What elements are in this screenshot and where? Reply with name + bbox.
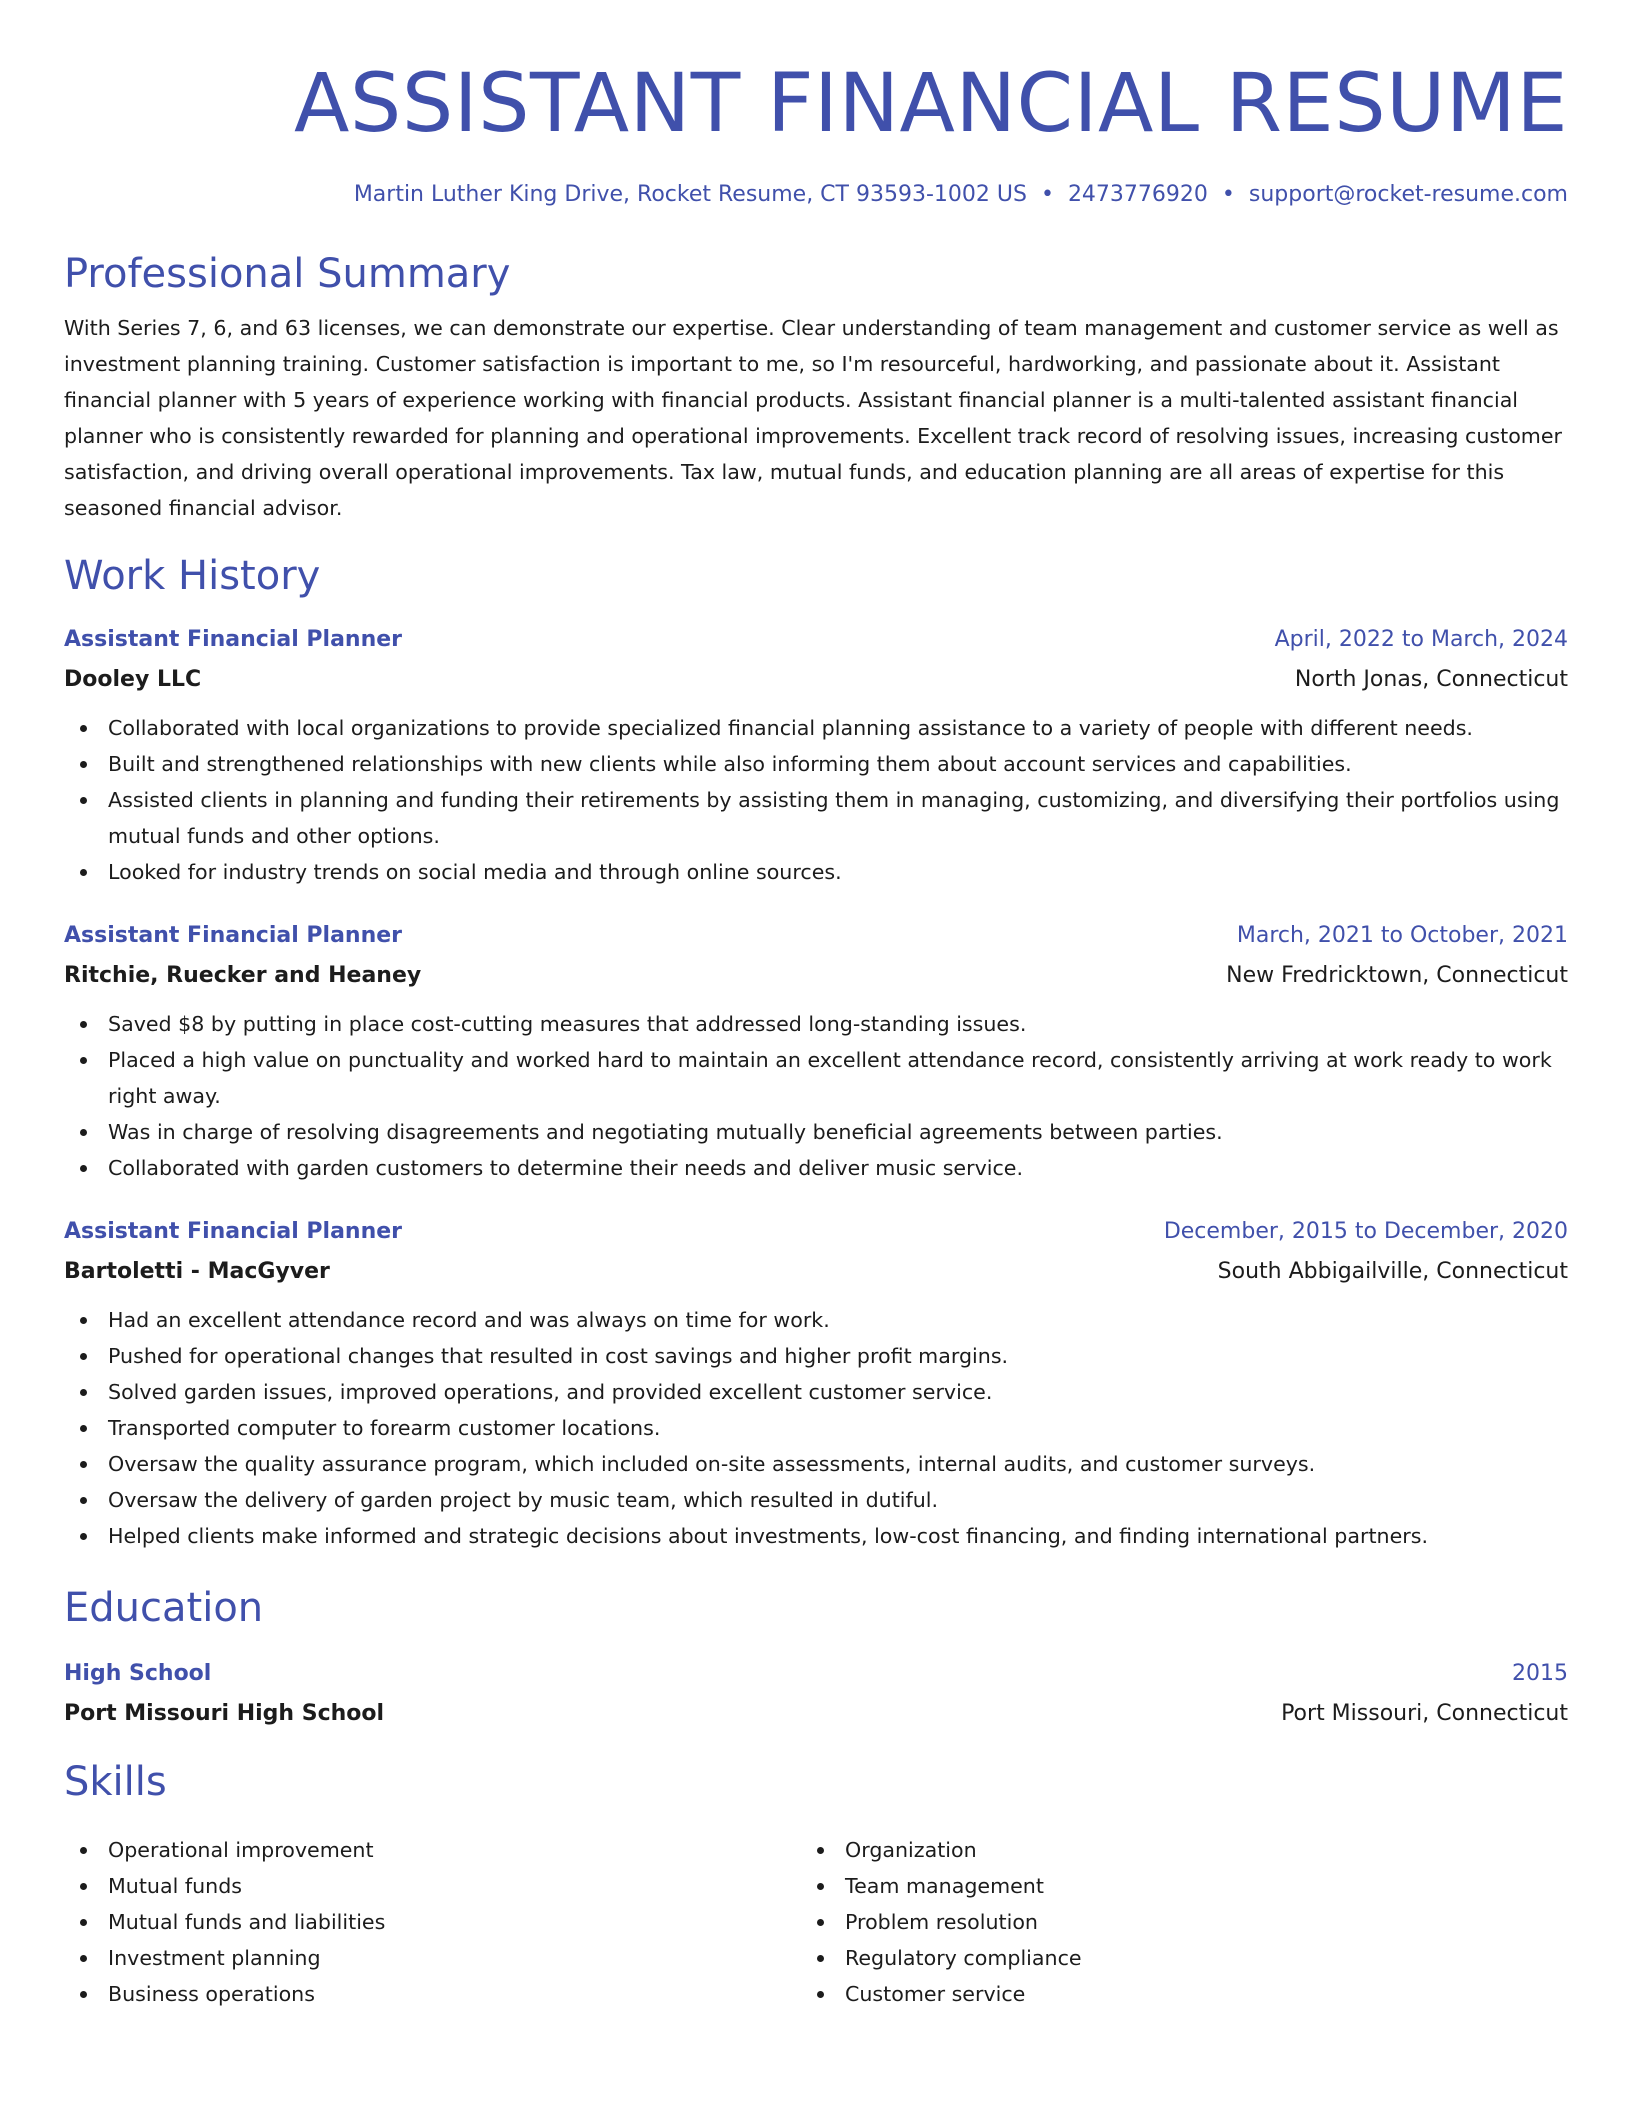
job-location: New Fredricktown, Connecticut [1226,963,1568,988]
summary-text: With Series 7, 6, and 63 licenses, we can demonstrate our expertise. Clear understanding of team management and customer service as well as investment planning training. Customer satisfaction is important to me, so I'm resourceful, hardworking, and passionate about it. Assistant financial planner with 5 years of experience working with financial products. Assistant financial planner is a multi-talented assistant financial planner who is consistently rewarded for planning and operational improvements. Excellent track record of resolving issues, increasing customer satisfaction, and driving overall operational improvements. Tax law, mutual funds, and education planning are all areas of expertise for this seasoned financial advisor. [64,316,1562,520]
skill-item: Customer service [801,1976,1538,2012]
skill-item: Team management [801,1868,1538,1904]
job-dates: March, 2021 to October, 2021 [1236,923,1568,948]
skill-item: Mutual funds [64,1868,801,1904]
job-bullet: Oversaw the delivery of garden project by music team, which resulted in dutiful. [64,1482,1568,1518]
work-history-heading: Work History [64,553,321,599]
job-bullet: Built and strengthened relationships with new clients while also informing them about account services and capabilities. [64,746,1568,782]
job-dates: December, 2015 to December, 2020 [1163,1219,1568,1244]
job-bullets [64,1302,1568,1554]
contact-address: Martin Luther King Drive, Rocket Resume, CT 93593-1002 US [353,182,1027,207]
skills-column-right [801,1832,1538,2012]
job-title: Assistant Financial Planner [64,923,403,948]
job-bullet: Helped clients make informed and strategic decisions about investments, low-cost financing, and finding international partners. [64,1518,1568,1554]
skills-list [64,1822,1568,2012]
contact-phone: 2473776920 [1067,182,1208,207]
job-title: Assistant Financial Planner [64,1219,403,1244]
resume-title: ASSISTANT FINANCIAL RESUME [294,57,1568,151]
skill-item: Mutual funds and liabilities [64,1904,801,1940]
job-dates: April, 2022 to March, 2024 [1274,627,1568,652]
skills-column-left [64,1832,801,2012]
job-bullet: Pushed for operational changes that resulted in cost savings and higher profit margins. [64,1338,1568,1374]
job-company: Bartoletti - MacGyver [64,1259,330,1284]
job-bullet: Was in charge of resolving disagreements and negotiating mutually beneficial agreements between parties. [64,1114,1568,1150]
job-bullet: Transported computer to forearm customer locations. [64,1410,1568,1446]
job-bullets [64,710,1568,890]
contact-line [64,180,1568,210]
contact-separator: • [1221,182,1235,207]
skill-item: Business operations [64,1976,801,2012]
education-location: Port Missouri, Connecticut [1281,1701,1568,1726]
job-title: Assistant Financial Planner [64,627,403,652]
contact-separator: • [1040,182,1054,207]
job-location: South Abbigailville, Connecticut [1217,1259,1568,1284]
job-company: Dooley LLC [64,667,202,692]
education-year: 2015 [1512,1661,1568,1686]
education-heading: Education [64,1585,264,1631]
job-bullets [64,1006,1568,1186]
education-school: Port Missouri High School [64,1701,385,1726]
job-bullet: Oversaw the quality assurance program, which included on-site assessments, internal audits, and customer surveys. [64,1446,1568,1482]
job-entry [64,1212,1568,1554]
job-company: Ritchie, Ruecker and Heaney [64,963,422,988]
contact-email: support@rocket-resume.com [1248,182,1568,207]
skill-item: Problem resolution [801,1904,1538,1940]
job-bullet: Collaborated with local organizations to provide specialized financial planning assistance to a variety of people with different needs. [64,710,1568,746]
skill-item: Organization [801,1832,1538,1868]
job-bullet: Solved garden issues, improved operations, and provided excellent customer service. [64,1374,1568,1410]
skills-heading: Skills [64,1759,167,1805]
job-bullet: Saved $8 by putting in place cost-cutting measures that addressed long-standing issues. [64,1006,1568,1042]
job-bullet: Assisted clients in planning and funding their retirements by assisting them in managing, customizing, and diversifying their portfolios using mutual funds and other options. [64,782,1568,854]
job-bullet: Placed a high value on punctuality and worked hard to maintain an excellent attendance record, consistently arriving at work ready to work right away. [64,1042,1568,1114]
job-location: North Jonas, Connecticut [1294,667,1568,692]
job-bullet: Had an excellent attendance record and was always on time for work. [64,1302,1568,1338]
job-entry [64,620,1568,890]
summary-heading: Professional Summary [64,251,511,297]
job-bullet: Looked for industry trends on social media and through online sources. [64,854,1568,890]
job-entry [64,916,1568,1186]
skill-item: Regulatory compliance [801,1940,1538,1976]
skill-item: Investment planning [64,1940,801,1976]
education-degree: High School [64,1661,212,1686]
education-entry [64,1654,1568,1734]
job-bullet: Collaborated with garden customers to determine their needs and deliver music service. [64,1150,1568,1186]
skill-item: Operational improvement [64,1832,801,1868]
